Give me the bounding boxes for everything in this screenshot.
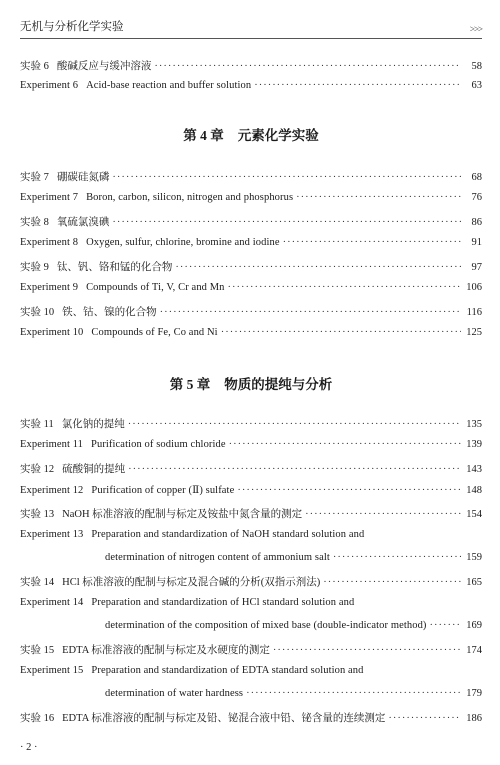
- toc-entry-continuation[interactable]: [20, 620, 482, 638]
- toc-entry-title: determination of water hardness: [105, 688, 244, 699]
- leader-dots: [323, 577, 461, 588]
- toc-entry-title: Purification of copper (Ⅱ) sulfate: [91, 485, 235, 496]
- leader-dots: [246, 688, 461, 699]
- leader-dots: [229, 439, 461, 450]
- book-title: 无机与分析化学实验: [20, 21, 124, 33]
- toc-entry-page: 159: [466, 552, 482, 563]
- toc-entry-title: Preparation and standardization of HCl standard solution and: [91, 597, 355, 608]
- toc-entry-label: Experiment 10: [20, 327, 84, 338]
- toc-entry-label: Experiment 12: [20, 485, 84, 496]
- toc-entry-title: EDTA 标准溶液的配制与标定及铅、铋混合液中铅、铋含量的连续测定: [62, 713, 386, 724]
- toc-entry-page: 86: [471, 217, 482, 228]
- toc-entry-title: NaOH 标准溶液的配制与标定及铵盐中氮含量的测定: [62, 509, 303, 520]
- running-header: [20, 18, 482, 39]
- toc-entry-page: 139: [466, 439, 482, 450]
- toc-entry[interactable]: [20, 710, 482, 728]
- toc-entry-label: Experiment 7: [20, 192, 79, 203]
- toc-entry-page: 148: [466, 485, 482, 496]
- toc-entry-page: 186: [466, 713, 482, 724]
- leader-dots: [228, 282, 461, 293]
- chapter-heading: [20, 124, 482, 144]
- toc-entry-label: Experiment 13: [20, 529, 84, 540]
- toc-entry-page: 68: [471, 172, 482, 183]
- leader-dots: [128, 419, 461, 430]
- toc-entry-title: Acid-base reaction and buffer solution: [86, 80, 252, 91]
- toc-entry-title: Purification of sodium chloride: [91, 439, 226, 450]
- toc-entry-title: Preparation and standardization of NaOH standard solution and: [91, 529, 365, 540]
- toc-entry-label: Experiment 15: [20, 665, 84, 676]
- toc-entry[interactable]: [20, 665, 482, 683]
- toc-entry-title: 硫酸铜的提纯: [62, 464, 126, 475]
- chapter-number: 第 4 章: [183, 128, 224, 143]
- toc-entry-continuation[interactable]: [20, 688, 482, 706]
- leader-dots: [160, 307, 461, 318]
- leader-dots: [175, 262, 461, 273]
- toc-entry-title: Compounds of Ti, V, Cr and Mn: [86, 282, 225, 293]
- chapter-heading: [20, 373, 482, 393]
- toc-entry-title: Oxygen, sulfur, chlorine, bromine and iodine: [86, 237, 280, 248]
- toc-entry[interactable]: [20, 574, 482, 592]
- toc-entry-page: 154: [466, 509, 482, 520]
- toc-entry[interactable]: [20, 327, 482, 345]
- leader-dots: [112, 172, 461, 183]
- toc-entry-page: 169: [466, 620, 482, 631]
- toc-entry[interactable]: [20, 259, 482, 277]
- toc-entry[interactable]: [20, 192, 482, 210]
- toc-entry[interactable]: [20, 169, 482, 187]
- leader-dots: [154, 61, 461, 72]
- toc-entry-page: 58: [471, 61, 482, 72]
- toc-entry-label: 实验 11: [20, 419, 54, 430]
- header-arrows-decoration: >>>: [469, 24, 482, 34]
- toc-entry[interactable]: [20, 529, 482, 547]
- leader-dots: [128, 464, 461, 475]
- leader-dots: [388, 713, 461, 724]
- toc-entry-page: 91: [471, 237, 482, 248]
- toc-entry-page: 97: [471, 262, 482, 273]
- leader-dots: [283, 237, 461, 248]
- toc-entry-title: 铁、钴、镍的化合物: [62, 307, 157, 318]
- toc-entry-page: 76: [471, 192, 482, 203]
- toc-entry[interactable]: [20, 484, 482, 502]
- toc-entry-label: Experiment 6: [20, 80, 79, 91]
- toc-entry-page: 174: [466, 645, 482, 656]
- toc-entry-title: 氯化钠的提纯: [61, 419, 125, 430]
- leader-dots: [430, 620, 461, 631]
- toc-entry-page: 125: [466, 327, 482, 338]
- toc-entry[interactable]: [20, 506, 482, 524]
- toc-entry[interactable]: [20, 237, 482, 255]
- toc-entry-page: 143: [466, 464, 482, 475]
- toc-entry[interactable]: [20, 58, 482, 76]
- toc-entry-page: 116: [466, 307, 482, 318]
- toc-entry-label: 实验 6: [20, 61, 49, 72]
- toc-entry[interactable]: [20, 214, 482, 232]
- toc-entry[interactable]: [20, 304, 482, 322]
- leader-dots: [273, 645, 461, 656]
- toc-entry-label: 实验 16: [20, 713, 55, 724]
- toc-entry-label: Experiment 9: [20, 282, 79, 293]
- toc-entry-title: Compounds of Fe, Co and Ni: [91, 327, 218, 338]
- toc-entry-page: 165: [466, 577, 482, 588]
- toc-entry-page: 179: [466, 688, 482, 699]
- toc-entry-page: 106: [466, 282, 482, 293]
- toc-entry-label: 实验 14: [20, 577, 55, 588]
- toc-entry-label: Experiment 14: [20, 597, 84, 608]
- toc-entry-title: 氧硫氯溴碘: [56, 217, 110, 228]
- toc-entry-title: 钛、钒、铬和锰的化合物: [56, 262, 173, 273]
- toc-entry-label: 实验 10: [20, 307, 55, 318]
- leader-dots: [254, 80, 461, 91]
- toc-entry[interactable]: [20, 282, 482, 300]
- toc-entry-title: 硼碳硅氮磷: [56, 172, 110, 183]
- leader-dots: [305, 509, 461, 520]
- page-number: · 2 ·: [20, 742, 38, 753]
- toc-entry[interactable]: [20, 461, 482, 479]
- leader-dots: [112, 217, 461, 228]
- toc-entry-page: 135: [466, 419, 482, 430]
- toc-entry-title: determination of nitrogen content of ammonium salt: [105, 552, 330, 563]
- toc-entry-label: 实验 13: [20, 509, 55, 520]
- toc-entry-continuation[interactable]: [20, 552, 482, 570]
- leader-dots: [333, 552, 461, 563]
- toc-entry-label: Experiment 8: [20, 237, 79, 248]
- toc-entry[interactable]: [20, 80, 482, 98]
- toc-entry[interactable]: [20, 642, 482, 660]
- toc-entry-label: 实验 8: [20, 217, 49, 228]
- toc-entry-label: 实验 9: [20, 262, 49, 273]
- toc-entry-title: HCl 标准溶液的配制与标定及混合碱的分析(双指示剂法): [62, 577, 321, 588]
- toc-entry-title: determination of the composition of mixed base (double-indicator method): [105, 620, 427, 631]
- chapter-number: 第 5 章: [169, 377, 211, 392]
- chapter-title: 元素化学实验: [237, 128, 319, 143]
- leader-dots: [221, 327, 461, 338]
- toc-entry[interactable]: [20, 416, 482, 434]
- toc-entry-page: 63: [471, 80, 482, 91]
- chapter-title: 物质的提纯与分析: [224, 377, 333, 392]
- toc-entry-title: EDTA 标准溶液的配制与标定及水硬度的测定: [62, 645, 270, 656]
- leader-dots: [296, 192, 461, 203]
- toc-entry-title: 酸碱反应与缓冲溶液: [56, 61, 152, 72]
- toc-entry[interactable]: [20, 597, 482, 615]
- toc-entry-title: Preparation and standardization of EDTA standard solution and: [91, 665, 364, 676]
- toc-entry-title: Boron, carbon, silicon, nitrogen and phosphorus: [86, 192, 294, 203]
- toc-entry-label: 实验 15: [20, 645, 55, 656]
- leader-dots: [237, 485, 461, 496]
- toc-entry-label: Experiment 11: [20, 439, 84, 450]
- toc-entry[interactable]: [20, 439, 482, 457]
- toc-entry-label: 实验 12: [20, 464, 55, 475]
- toc-entry-label: 实验 7: [20, 172, 49, 183]
